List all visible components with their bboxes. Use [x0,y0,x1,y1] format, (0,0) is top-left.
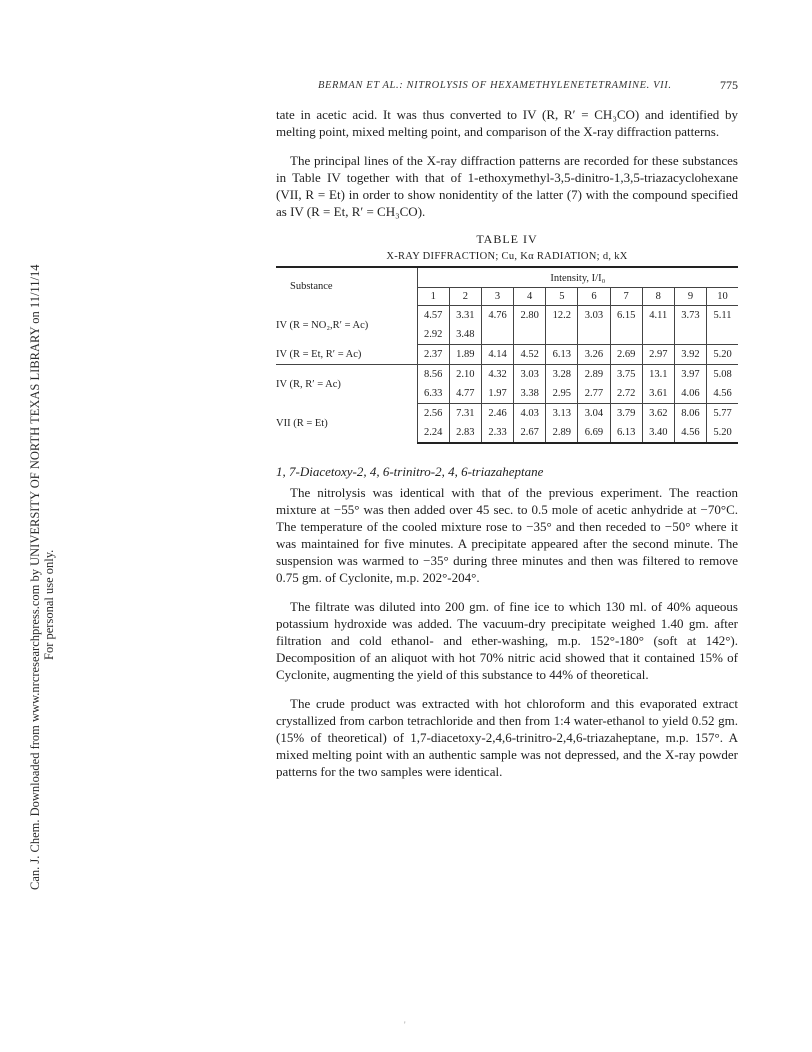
table-cell: 5.77 [713,408,732,419]
table-cell: 2.24 [417,423,449,443]
table-cell: 4.56 [707,384,738,404]
table-row [276,306,738,326]
table-row [276,345,738,365]
table-cell: 3.04 [578,404,610,424]
paragraph: tate in acetic acid. It was thus converted to IV (R, R′ = CH₃CO) and identified by melting point, mixed melting point, and comparison of the X-ray diffraction patterns. [276,107,738,139]
table-cell: 4.14 [481,345,513,365]
download-notice-line1: Can. J. Chem. Downloaded from www.nrcresearchpress.com by UNIVERSITY OF NORTH TEXAS LIBRARY on 11/11/14 [28,264,42,890]
table-cell: 3.40 [642,423,674,443]
column-header: 1 [417,288,449,306]
page-body [276,106,738,792]
table-cell: 5.20 [707,345,738,365]
paragraph: The nitrolysis was identical with that of the previous experiment. The reaction mixture at −55° was then added over 45 sec. to 0.5 mole of acetic anhydride at −70°C. The temperature of the cooled mixture rose to −35° and then receded to −50° where it was maintained for five minutes. A precipitate appeared after the second minute. The suspension was warmed to −35° during three minutes and then was filtered to remove 0.75 gm. of Cyclonite, m.p. 202°-204°. [276,485,738,585]
substance-cell: IV (R = Et, R′ = Ac) [276,345,417,365]
table-cell: 1.89 [449,345,481,365]
table-cell: 8.06 [674,404,706,424]
table-cell: 3.61 [642,384,674,404]
table-cell: 2.77 [578,384,610,404]
table-cell: 3.48 [449,325,481,345]
table-cell: 2.95 [546,384,578,404]
table-cell: 2.69 [610,345,642,365]
table-cell [674,325,706,345]
table-cell: 12.2 [546,306,578,326]
table-cell: 3.92 [674,345,706,365]
table-cell [546,325,578,345]
table-cell: 2.33 [481,423,513,443]
table-cell: 2.97 [642,345,674,365]
table-cell: 2.67 [514,423,546,443]
table-cell: 3.13 [546,404,578,424]
table-cell: 5.11 [713,310,732,321]
download-notice [28,170,56,890]
column-header: 10 [707,288,738,306]
table-cell [578,325,610,345]
table-cell: 3.73 [674,306,706,326]
table-cell: 2.37 [417,345,449,365]
table-cell [707,325,738,345]
table-cell: 2.10 [449,365,481,385]
paragraph: The filtrate was diluted into 200 gm. of fine ice to which 130 ml. of 40% aqueous potassium hydroxide was added. The vacuum-dry precipitate weighed 1.40 gm. after filtration and cold ethanol- and ether-washing, m.p. 152°-180° (soft at 142°). Decomposition of an aliquot with hot 70% nitric acid showed that it contained 15% of Cyclonite, augmenting the yield of this substance to 44% of theoretical. [276,599,738,682]
table-cell: 6.69 [578,423,610,443]
table-cell: 6.15 [610,306,642,326]
table-cell: 4.77 [449,384,481,404]
table-cell: 1.97 [481,384,513,404]
download-notice-line2: For personal use only. [42,549,56,660]
section-heading: 1, 7-Diacetoxy-2, 4, 6-trinitro-2, 4, 6-triazaheptane [276,464,544,479]
paragraph: The principal lines of the X-ray diffraction patterns are recorded for these substances in Table IV together with that of 1-ethoxymethyl-3,5-dinitro-1,3,5-triazacyclohexane (VII, R = Et) in order to show nonidentity of the latter (7) with the compound specified as IV (R = Et, R′ = CH₃CO). [276,153,738,219]
substance-cell: IV (R = NO₂,R′ = Ac) [276,306,417,345]
table-cell: 7.31 [449,404,481,424]
page-number: 775 [720,78,738,92]
substance-cell: IV (R, R′ = Ac) [276,365,417,404]
table-row [276,404,738,424]
table-cell: 3.62 [642,404,674,424]
table-cell [610,325,642,345]
table-cell [642,325,674,345]
column-header: 7 [610,288,642,306]
substance-cell: VII (R = Et) [276,404,417,444]
table-cell: 4.32 [481,365,513,385]
column-header: 2 [449,288,481,306]
xray-diffraction-table [276,266,738,444]
table-cell: 3.31 [449,306,481,326]
download-sidebar [0,170,56,890]
table-caption: X-RAY DIFFRACTION; Cu, Kα RADIATION; d, kX [386,251,628,262]
table-cell: 6.13 [610,423,642,443]
column-header: 5 [546,288,578,306]
table-cell: 3.79 [610,404,642,424]
table-cell: 5.20 [707,423,738,443]
table-cell: 3.38 [514,384,546,404]
running-title: BERMAN ET AL.: NITROLYSIS OF HEXAMETHYLENETETRAMINE. VII. [318,80,672,91]
column-header: 4 [514,288,546,306]
intensity-header: Intensity, I/I₀ [417,268,738,288]
column-header: 8 [642,288,674,306]
table-cell: 4.57 [417,306,449,326]
table-cell: 6.13 [546,345,578,365]
column-header: 9 [674,288,706,306]
table-cell: 5.08 [713,369,732,380]
column-header: 3 [481,288,513,306]
table-cell: 3.28 [546,365,578,385]
table-cell: 13.1 [642,365,674,385]
table-cell: 3.97 [674,365,706,385]
paragraph: The crude product was extracted with hot chloroform and this evaporated extract crystallized from carbon tetrachloride and then from 1:4 water-ethanol to yield 0.52 gm. (15% of theoretical) of 1,7-diacetoxy-2,4,6-trinitro-2,4,6-triazaheptane, m.p. 157°. A mixed melting point with an authentic sample was not depressed, and the X-ray powder patterns for the two samples were identical. [276,696,738,779]
table-cell: 2.56 [417,404,449,424]
table-cell: 2.89 [578,365,610,385]
table-cell: 4.11 [642,306,674,326]
table-cell: 4.06 [674,384,706,404]
table-cell: 4.52 [514,345,546,365]
table-cell: 2.46 [481,404,513,424]
table-cell: 4.76 [481,306,513,326]
table-cell: 4.56 [674,423,706,443]
page-header [276,78,738,96]
table-cell: 2.72 [610,384,642,404]
table-cell: 3.03 [514,365,546,385]
table-cell [514,325,546,345]
column-header: 6 [578,288,610,306]
table-row [276,365,738,385]
table-cell [481,325,513,345]
table-cell: 2.89 [546,423,578,443]
table-cell: 2.80 [514,306,546,326]
table-cell: 3.03 [578,306,610,326]
table-cell: 8.56 [417,365,449,385]
table-cell: 3.75 [610,365,642,385]
table-cell: 6.33 [417,384,449,404]
table-cell: 2.83 [449,423,481,443]
table-title: TABLE IV [476,232,538,246]
page-speck: ' [404,1020,406,1030]
substance-header: Substance [276,268,417,306]
table-cell: 2.92 [417,325,449,345]
table-cell: 4.03 [514,404,546,424]
table-cell: 3.26 [578,345,610,365]
